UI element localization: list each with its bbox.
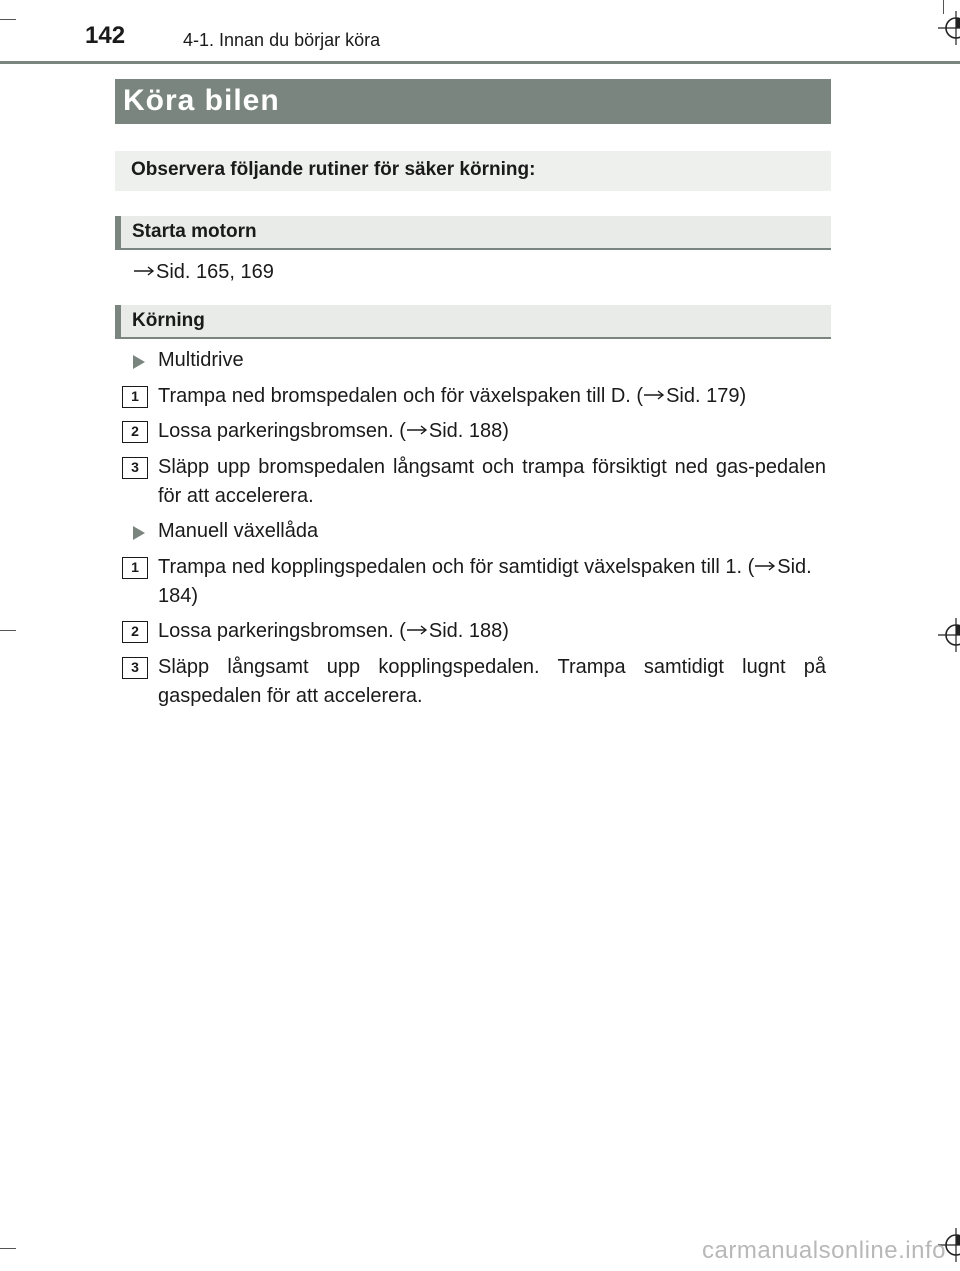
arrow-right-icon bbox=[406, 624, 428, 636]
step-number-badge: 2 bbox=[122, 621, 148, 643]
step-number-badge: 2 bbox=[122, 421, 148, 443]
triangle-bullet-icon bbox=[133, 355, 145, 369]
multidrive-step-1 bbox=[158, 382, 826, 411]
step-text: Trampa ned kopplingspedalen och för samtidigt växelspaken till 1. ( bbox=[158, 556, 755, 578]
multidrive-step-2 bbox=[158, 417, 826, 446]
triangle-bullet-icon bbox=[133, 526, 145, 540]
step-number-badge: 1 bbox=[122, 386, 148, 408]
arrow-right-icon bbox=[643, 389, 665, 401]
step-reference: Sid. 188) bbox=[428, 420, 509, 442]
manuell-step-1 bbox=[158, 553, 826, 611]
starta-reference bbox=[133, 258, 274, 287]
step-text: Trampa ned bromspedalen och för växelspaken till D. ( bbox=[158, 385, 644, 407]
watermark: carmanualsonline.info bbox=[702, 1237, 946, 1264]
step-number-badge: 3 bbox=[122, 657, 148, 679]
crop-mark bbox=[0, 1248, 16, 1249]
arrow-right-icon bbox=[133, 265, 155, 277]
arrow-right-icon bbox=[406, 424, 428, 436]
starta-ref-text: Sid. 165, 169 bbox=[156, 261, 274, 283]
step-reference: Sid. 184) bbox=[158, 556, 812, 607]
intro-text: Observera följande rutiner för säker körning: bbox=[115, 151, 831, 191]
step-number-badge: 1 bbox=[122, 557, 148, 579]
multidrive-step-3: Släpp upp bromspedalen långsamt och trampa försiktigt ned gas-pedalen för att accelerera. bbox=[158, 456, 826, 507]
step-text: Lossa parkeringsbromsen. ( bbox=[158, 620, 406, 642]
step-reference: Sid. 188) bbox=[428, 620, 509, 642]
registration-mark-icon bbox=[934, 11, 960, 45]
step-number-badge: 3 bbox=[122, 457, 148, 479]
heading-starta-motorn: Starta motorn bbox=[115, 216, 831, 250]
manuell-step-3: Släpp långsamt upp kopplingspedalen. Trampa samtidigt lugnt på gaspedalen för att accelerera. bbox=[158, 656, 826, 707]
step-reference: Sid. 179) bbox=[666, 385, 747, 407]
page-title: Köra bilen bbox=[115, 79, 831, 124]
registration-mark-icon bbox=[934, 618, 960, 652]
arrow-right-icon bbox=[754, 560, 776, 572]
crop-mark bbox=[0, 19, 16, 20]
header-rule bbox=[0, 61, 960, 64]
page-number: 142 bbox=[85, 22, 126, 49]
step-text: Lossa parkeringsbromsen. ( bbox=[158, 420, 406, 442]
heading-korning: Körning bbox=[115, 305, 831, 339]
crop-mark bbox=[0, 630, 16, 631]
multidrive-label: Multidrive bbox=[158, 349, 244, 371]
manuell-label: Manuell växellåda bbox=[158, 520, 319, 542]
manuell-step-2 bbox=[158, 617, 826, 646]
section-path: 4-1. Innan du börjar köra bbox=[183, 30, 381, 50]
